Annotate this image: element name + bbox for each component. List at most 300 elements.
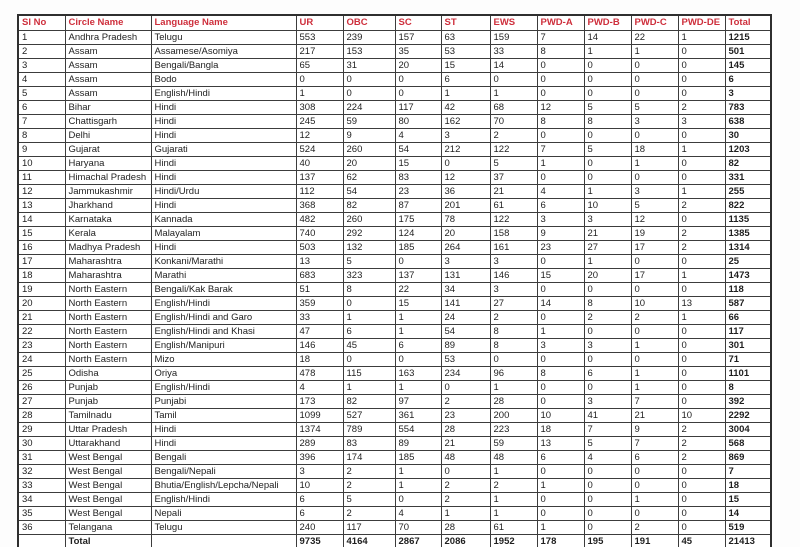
cell: 59 bbox=[490, 436, 537, 450]
cell: 5 bbox=[584, 142, 631, 156]
cell: Uttar Pradesh bbox=[65, 422, 151, 436]
cell: 0 bbox=[678, 58, 725, 72]
cell: 217 bbox=[296, 44, 343, 58]
cell: 1 bbox=[631, 492, 678, 506]
table-row bbox=[18, 478, 771, 492]
cell: 54 bbox=[343, 184, 395, 198]
total-cell: 45 bbox=[678, 534, 725, 547]
cell: 157 bbox=[395, 30, 441, 44]
cell: 21 bbox=[490, 184, 537, 198]
cell: 9 bbox=[343, 128, 395, 142]
table-row bbox=[18, 506, 771, 520]
cell: Assamese/Asomiya bbox=[151, 44, 296, 58]
cell: 17 bbox=[631, 268, 678, 282]
cell: 15 bbox=[725, 492, 771, 506]
table-row bbox=[18, 170, 771, 184]
cell: 19 bbox=[18, 282, 65, 296]
cell: 25 bbox=[725, 254, 771, 268]
cell: 0 bbox=[631, 128, 678, 142]
cell: 14 bbox=[584, 30, 631, 44]
table-row bbox=[18, 240, 771, 254]
cell: 6 bbox=[296, 492, 343, 506]
cell: 28 bbox=[18, 408, 65, 422]
cell: 1 bbox=[490, 464, 537, 478]
cell: 1 bbox=[631, 380, 678, 394]
cell: 71 bbox=[725, 352, 771, 366]
cell: 0 bbox=[395, 86, 441, 100]
cell: 15 bbox=[441, 58, 490, 72]
cell: 159 bbox=[490, 30, 537, 44]
cell: 0 bbox=[395, 72, 441, 86]
table-row bbox=[18, 324, 771, 338]
cell: 27 bbox=[584, 240, 631, 254]
cell: 18 bbox=[18, 268, 65, 282]
cell: 0 bbox=[678, 352, 725, 366]
total-cell: 2867 bbox=[395, 534, 441, 547]
cell: 260 bbox=[343, 212, 395, 226]
table-row bbox=[18, 450, 771, 464]
cell: 23 bbox=[395, 184, 441, 198]
cell: 1 bbox=[395, 464, 441, 478]
cell: 4 bbox=[537, 184, 584, 198]
cell: 2 bbox=[678, 422, 725, 436]
cell: 18 bbox=[296, 352, 343, 366]
cell: Jammukashmir bbox=[65, 184, 151, 198]
cell: 20 bbox=[18, 296, 65, 310]
cell: 34 bbox=[18, 492, 65, 506]
cell: 0 bbox=[490, 352, 537, 366]
cell: 1 bbox=[343, 380, 395, 394]
table-row bbox=[18, 492, 771, 506]
cell: 482 bbox=[296, 212, 343, 226]
cell: 2 bbox=[18, 44, 65, 58]
cell: 117 bbox=[395, 100, 441, 114]
cell: 163 bbox=[395, 366, 441, 380]
cell: 3 bbox=[584, 338, 631, 352]
cell: 16 bbox=[18, 240, 65, 254]
cell: English/Hindi bbox=[151, 492, 296, 506]
cell: 61 bbox=[490, 520, 537, 534]
cell: Karnataka bbox=[65, 212, 151, 226]
cell: 0 bbox=[395, 254, 441, 268]
cell: 9 bbox=[537, 226, 584, 240]
cell: Madhya Pradesh bbox=[65, 240, 151, 254]
cell: 638 bbox=[725, 114, 771, 128]
cell: 2 bbox=[343, 506, 395, 520]
cell: 14 bbox=[18, 212, 65, 226]
cell: Hindi bbox=[151, 100, 296, 114]
cell: 21 bbox=[18, 310, 65, 324]
cell: 783 bbox=[725, 100, 771, 114]
cell: 0 bbox=[678, 394, 725, 408]
cell: Delhi bbox=[65, 128, 151, 142]
cell: 53 bbox=[441, 352, 490, 366]
column-header: ST bbox=[441, 15, 490, 30]
cell: Telangana bbox=[65, 520, 151, 534]
cell: 61 bbox=[490, 198, 537, 212]
cell: 0 bbox=[537, 72, 584, 86]
table-row bbox=[18, 198, 771, 212]
table-row bbox=[18, 58, 771, 72]
cell: Bihar bbox=[65, 100, 151, 114]
table-row bbox=[18, 394, 771, 408]
cell: 0 bbox=[678, 380, 725, 394]
cell: 587 bbox=[725, 296, 771, 310]
cell: 175 bbox=[395, 212, 441, 226]
table-row bbox=[18, 86, 771, 100]
cell: 9 bbox=[18, 142, 65, 156]
cell: Assam bbox=[65, 72, 151, 86]
table-row bbox=[18, 72, 771, 86]
cell: 2 bbox=[490, 310, 537, 324]
cell: 65 bbox=[296, 58, 343, 72]
table-row bbox=[18, 366, 771, 380]
cell: 24 bbox=[18, 352, 65, 366]
total-cell: 9735 bbox=[296, 534, 343, 547]
cell: 14 bbox=[725, 506, 771, 520]
cell: 519 bbox=[725, 520, 771, 534]
cell: 301 bbox=[725, 338, 771, 352]
cell: 161 bbox=[490, 240, 537, 254]
cell: 0 bbox=[678, 86, 725, 100]
cell: 5 bbox=[631, 198, 678, 212]
cell: 17 bbox=[18, 254, 65, 268]
cell: 2 bbox=[343, 478, 395, 492]
cell: 822 bbox=[725, 198, 771, 212]
cell: Kerala bbox=[65, 226, 151, 240]
cell: 33 bbox=[18, 478, 65, 492]
cell: 185 bbox=[395, 450, 441, 464]
cell: 28 bbox=[441, 422, 490, 436]
cell: 553 bbox=[296, 30, 343, 44]
cell: 200 bbox=[490, 408, 537, 422]
cell: 115 bbox=[343, 366, 395, 380]
cell: 7 bbox=[537, 30, 584, 44]
cell: 0 bbox=[631, 72, 678, 86]
cell: 124 bbox=[395, 226, 441, 240]
cell: 153 bbox=[343, 44, 395, 58]
cell: 683 bbox=[296, 268, 343, 282]
cell: 13 bbox=[678, 296, 725, 310]
cell: 3 bbox=[584, 212, 631, 226]
cell: 8 bbox=[490, 324, 537, 338]
cell: 5 bbox=[490, 156, 537, 170]
cell: 1314 bbox=[725, 240, 771, 254]
table-row bbox=[18, 520, 771, 534]
total-cell: 2086 bbox=[441, 534, 490, 547]
cell: 82 bbox=[343, 198, 395, 212]
cell: 0 bbox=[584, 86, 631, 100]
cell: 1 bbox=[490, 86, 537, 100]
cell: 2 bbox=[490, 128, 537, 142]
column-header: Sl No bbox=[18, 15, 65, 30]
cell: 0 bbox=[584, 128, 631, 142]
cell: 20 bbox=[441, 226, 490, 240]
cell: Himachal Pradesh bbox=[65, 170, 151, 184]
cell: 29 bbox=[18, 422, 65, 436]
cell: 10 bbox=[678, 408, 725, 422]
cell: 137 bbox=[395, 268, 441, 282]
cell: 54 bbox=[395, 142, 441, 156]
cell: 223 bbox=[490, 422, 537, 436]
cell: 3 bbox=[537, 212, 584, 226]
column-header: SC bbox=[395, 15, 441, 30]
cell: West Bengal bbox=[65, 492, 151, 506]
cell: 3 bbox=[631, 184, 678, 198]
cell: 1101 bbox=[725, 366, 771, 380]
cell: 1 bbox=[18, 30, 65, 44]
cell: 0 bbox=[584, 170, 631, 184]
table-row bbox=[18, 212, 771, 226]
cell: 47 bbox=[296, 324, 343, 338]
cell: 1 bbox=[631, 156, 678, 170]
cell: 0 bbox=[395, 352, 441, 366]
cell: 21 bbox=[631, 408, 678, 422]
cell: 27 bbox=[18, 394, 65, 408]
cell: 4 bbox=[18, 72, 65, 86]
cell: 0 bbox=[584, 464, 631, 478]
cell: 2 bbox=[678, 226, 725, 240]
cell: 30 bbox=[18, 436, 65, 450]
column-header: Circle Name bbox=[65, 15, 151, 30]
cell: Tamilnadu bbox=[65, 408, 151, 422]
cell: 11 bbox=[18, 170, 65, 184]
cell: 0 bbox=[584, 58, 631, 72]
cell: 78 bbox=[441, 212, 490, 226]
cell: 117 bbox=[725, 324, 771, 338]
cell: 15 bbox=[395, 296, 441, 310]
cell: 3 bbox=[584, 394, 631, 408]
column-header: PWD-DE bbox=[678, 15, 725, 30]
cell: 15 bbox=[537, 268, 584, 282]
cell: Bengali/Bangla bbox=[151, 58, 296, 72]
cell: 0 bbox=[678, 338, 725, 352]
total-cell: 191 bbox=[631, 534, 678, 547]
cell: 0 bbox=[678, 170, 725, 184]
cell: 45 bbox=[343, 338, 395, 352]
cell: 22 bbox=[631, 30, 678, 44]
cell: North Eastern bbox=[65, 324, 151, 338]
cell: 2 bbox=[490, 478, 537, 492]
cell: 3 bbox=[441, 254, 490, 268]
cell: 368 bbox=[296, 198, 343, 212]
cell: 5 bbox=[343, 492, 395, 506]
cell: 70 bbox=[490, 114, 537, 128]
cell: 3 bbox=[678, 114, 725, 128]
cell: 15 bbox=[395, 156, 441, 170]
cell: Hindi bbox=[151, 198, 296, 212]
cell: 1 bbox=[631, 44, 678, 58]
cell: 524 bbox=[296, 142, 343, 156]
cell: Punjab bbox=[65, 394, 151, 408]
cell: 37 bbox=[490, 170, 537, 184]
cell: 1 bbox=[537, 478, 584, 492]
cell: 68 bbox=[490, 100, 537, 114]
cell: 1 bbox=[296, 86, 343, 100]
cell: 0 bbox=[631, 352, 678, 366]
table-header-row bbox=[18, 15, 771, 30]
cell: 23 bbox=[18, 338, 65, 352]
cell: 1 bbox=[490, 380, 537, 394]
cell: 6 bbox=[725, 72, 771, 86]
total-cell bbox=[151, 534, 296, 547]
cell: 3 bbox=[725, 86, 771, 100]
cell: 1473 bbox=[725, 268, 771, 282]
cell: 59 bbox=[343, 114, 395, 128]
cell: 7 bbox=[584, 422, 631, 436]
cell: Bengali/Kak Barak bbox=[151, 282, 296, 296]
cell: 4 bbox=[296, 380, 343, 394]
cell: 7 bbox=[631, 394, 678, 408]
cell: 289 bbox=[296, 436, 343, 450]
cell: 0 bbox=[584, 352, 631, 366]
table-row bbox=[18, 310, 771, 324]
cell: 0 bbox=[584, 478, 631, 492]
cell: 8 bbox=[490, 338, 537, 352]
cell: 1 bbox=[678, 268, 725, 282]
cell: 0 bbox=[537, 254, 584, 268]
cell: 3 bbox=[296, 464, 343, 478]
cell: Maharashtra bbox=[65, 254, 151, 268]
cell: 82 bbox=[343, 394, 395, 408]
cell: English/Hindi bbox=[151, 296, 296, 310]
cell: 0 bbox=[631, 254, 678, 268]
cell: 0 bbox=[678, 72, 725, 86]
cell: 5 bbox=[584, 100, 631, 114]
cell: Bhutia/English/Lepcha/Nepali bbox=[151, 478, 296, 492]
cell: 0 bbox=[631, 58, 678, 72]
cell: 501 bbox=[725, 44, 771, 58]
cell: 0 bbox=[678, 156, 725, 170]
cell: 12 bbox=[18, 184, 65, 198]
cell: 2 bbox=[678, 450, 725, 464]
cell: 1 bbox=[441, 86, 490, 100]
cell: 13 bbox=[18, 198, 65, 212]
cell: 331 bbox=[725, 170, 771, 184]
cell: 8 bbox=[537, 366, 584, 380]
column-header: Language Name bbox=[151, 15, 296, 30]
cell: 527 bbox=[343, 408, 395, 422]
cell: 27 bbox=[490, 296, 537, 310]
cell: 568 bbox=[725, 436, 771, 450]
cell: 234 bbox=[441, 366, 490, 380]
cell: Nepali bbox=[151, 506, 296, 520]
cell: 0 bbox=[631, 464, 678, 478]
cell: 48 bbox=[441, 450, 490, 464]
cell: 0 bbox=[678, 254, 725, 268]
cell: 1 bbox=[343, 310, 395, 324]
cell: 2292 bbox=[725, 408, 771, 422]
cell: 0 bbox=[584, 156, 631, 170]
cell: 145 bbox=[725, 58, 771, 72]
cell: 10 bbox=[631, 296, 678, 310]
cell: 0 bbox=[537, 170, 584, 184]
cell: 6 bbox=[296, 506, 343, 520]
cell: 8 bbox=[343, 282, 395, 296]
cell: 0 bbox=[678, 366, 725, 380]
cell: 83 bbox=[343, 436, 395, 450]
cell: 0 bbox=[631, 506, 678, 520]
cell: 1 bbox=[490, 506, 537, 520]
cell: 0 bbox=[584, 492, 631, 506]
cell: 2 bbox=[631, 310, 678, 324]
total-cell: 4164 bbox=[343, 534, 395, 547]
cell: 1374 bbox=[296, 422, 343, 436]
cell: 0 bbox=[441, 380, 490, 394]
cell: 3 bbox=[441, 128, 490, 142]
cell: 6 bbox=[537, 198, 584, 212]
cell: 212 bbox=[441, 142, 490, 156]
table-row bbox=[18, 408, 771, 422]
table-total-row bbox=[18, 534, 771, 547]
cell: 3 bbox=[490, 282, 537, 296]
cell: 32 bbox=[18, 464, 65, 478]
cell: 2 bbox=[441, 394, 490, 408]
cell: 1215 bbox=[725, 30, 771, 44]
cell: 162 bbox=[441, 114, 490, 128]
cell: 14 bbox=[537, 296, 584, 310]
cell: 361 bbox=[395, 408, 441, 422]
cell: 323 bbox=[343, 268, 395, 282]
table-row bbox=[18, 296, 771, 310]
cell: 740 bbox=[296, 226, 343, 240]
cell: Bengali/Nepali bbox=[151, 464, 296, 478]
cell: 14 bbox=[490, 58, 537, 72]
cell: 80 bbox=[395, 114, 441, 128]
cell: 0 bbox=[395, 492, 441, 506]
cell: 0 bbox=[537, 282, 584, 296]
cell: 5 bbox=[18, 86, 65, 100]
total-cell: 21413 bbox=[725, 534, 771, 547]
cell: English/Hindi bbox=[151, 86, 296, 100]
table-row bbox=[18, 114, 771, 128]
cell: North Eastern bbox=[65, 338, 151, 352]
cell: 89 bbox=[395, 436, 441, 450]
cell: 554 bbox=[395, 422, 441, 436]
cell: West Bengal bbox=[65, 478, 151, 492]
cell: Tamil bbox=[151, 408, 296, 422]
table-row bbox=[18, 338, 771, 352]
cell: 63 bbox=[441, 30, 490, 44]
cell: 6 bbox=[18, 100, 65, 114]
cell: 0 bbox=[678, 464, 725, 478]
table-row bbox=[18, 128, 771, 142]
cell: 35 bbox=[395, 44, 441, 58]
cell: Hindi bbox=[151, 156, 296, 170]
cell: 1135 bbox=[725, 212, 771, 226]
cell: 0 bbox=[537, 506, 584, 520]
cell: 396 bbox=[296, 450, 343, 464]
cell: 40 bbox=[296, 156, 343, 170]
cell: 5 bbox=[584, 436, 631, 450]
cell: 28 bbox=[441, 520, 490, 534]
cell: 0 bbox=[343, 352, 395, 366]
total-cell: 1952 bbox=[490, 534, 537, 547]
cell: 1 bbox=[537, 324, 584, 338]
cell: 1 bbox=[678, 30, 725, 44]
cell: 10 bbox=[537, 408, 584, 422]
cell: Hindi bbox=[151, 170, 296, 184]
cell: Kannada bbox=[151, 212, 296, 226]
cell: 82 bbox=[725, 156, 771, 170]
cell: 0 bbox=[584, 72, 631, 86]
cell: Hindi bbox=[151, 128, 296, 142]
cell: 0 bbox=[537, 464, 584, 478]
table-row bbox=[18, 436, 771, 450]
cell: 3 bbox=[537, 338, 584, 352]
cell: 83 bbox=[395, 170, 441, 184]
cell: 3 bbox=[18, 58, 65, 72]
